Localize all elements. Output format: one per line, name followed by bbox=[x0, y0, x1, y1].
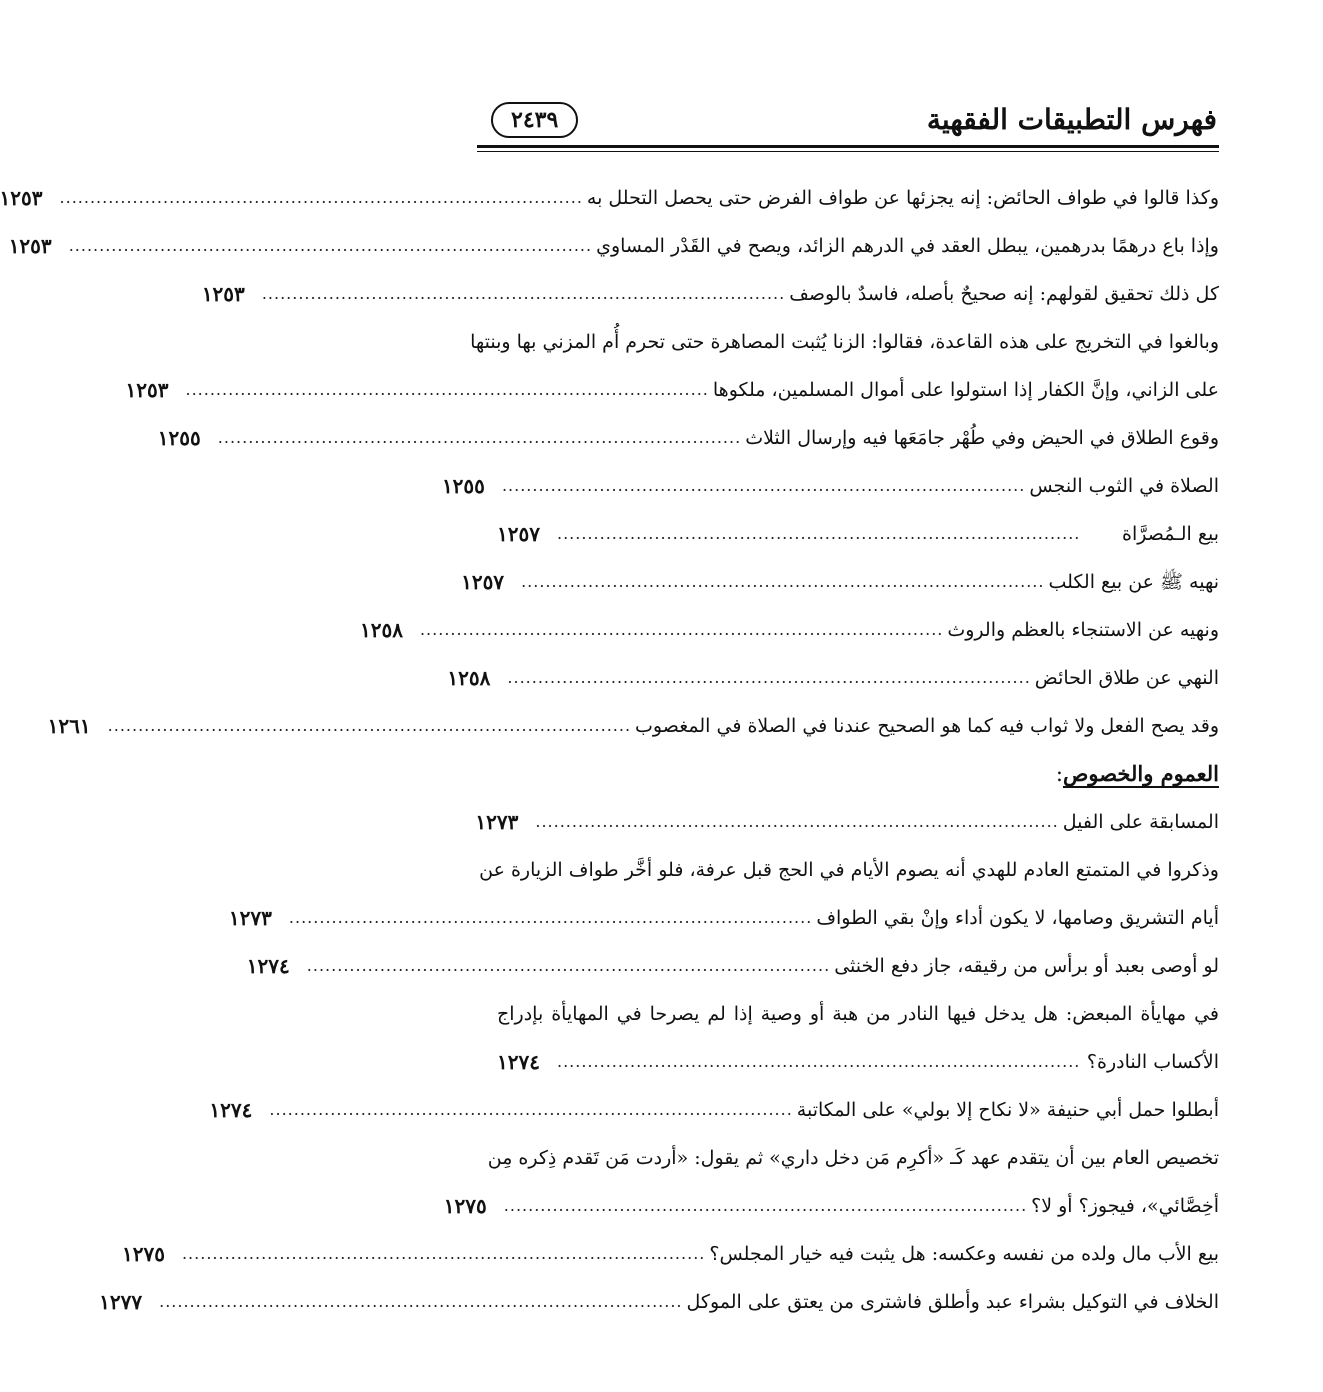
leader-dots: ...................................................................................... bbox=[419, 620, 944, 639]
entry-text: أبطلوا حمل أبي حنيفة «لا نكاح إلا بولي» على المكاتبة bbox=[796, 1099, 1219, 1121]
page-header bbox=[477, 92, 1217, 144]
entry-page: ١٢٥٥ bbox=[157, 426, 201, 450]
index-entry bbox=[246, 942, 1219, 990]
entry-page: ١٢٥٣ bbox=[125, 378, 169, 402]
entry-text: بيع الأب مال ولده من نفسه وعكسه: هل يثبت فيه خيار المجلس؟ bbox=[709, 1243, 1219, 1265]
index-entry bbox=[359, 606, 1219, 654]
entry-page: ١٢٥٣ bbox=[201, 282, 245, 306]
entry-page: ١٢٦١ bbox=[47, 714, 91, 738]
leader-dots: ...................................................................................... bbox=[306, 956, 831, 975]
leader-dots: ...................................................................................... bbox=[535, 812, 1059, 831]
entry-page: ١٢٧٤ bbox=[497, 1050, 540, 1074]
index-list bbox=[0, 174, 1219, 1326]
entry-text: تخصيص العام بين أن يتقدم عهد كَـ «أكرِم مَن دخل داري» ثم يقول: «أردت مَن تَقدم ذِكره مِن bbox=[487, 1147, 1219, 1169]
index-entry bbox=[8, 222, 1219, 270]
leader-dots: ...................................................................................... bbox=[269, 1100, 793, 1119]
index-entry bbox=[475, 798, 1219, 846]
section-heading-text: العموم والخصوص bbox=[1062, 761, 1219, 786]
entry-page: ١٢٧٥ bbox=[443, 1194, 487, 1218]
entry-text: بيع الـمُصرَّاة bbox=[1122, 523, 1219, 545]
entry-text: أخِصَّائي»، فيجوز؟ أو لا؟ bbox=[1031, 1195, 1219, 1217]
leader-dots: ...................................................................................... bbox=[181, 1244, 706, 1263]
entry-page: ١٢٧٥ bbox=[121, 1242, 165, 1266]
index-entry-continued bbox=[470, 318, 1219, 366]
leader-dots: ...................................................................................... bbox=[59, 188, 583, 207]
entry-text: وقد يصح الفعل ولا ثواب فيه كما هو الصحيح عندنا في الصلاة في المغصوب bbox=[635, 715, 1219, 737]
entry-page: ١٢٧٤ bbox=[246, 954, 290, 978]
index-entry-continued bbox=[479, 846, 1219, 894]
entry-text: الخلاف في التوكيل بشراء عبد وأطلق فاشترى من يعتق على الموكل bbox=[686, 1291, 1219, 1313]
entry-text: الصلاة في الثوب النجس bbox=[1029, 475, 1219, 497]
index-entry bbox=[125, 366, 1219, 414]
running-title: فهرس التطبيقات الفقهية bbox=[926, 103, 1217, 136]
index-entry bbox=[201, 270, 1219, 318]
entry-page: ١٢٧٧ bbox=[99, 1290, 143, 1314]
index-entry bbox=[0, 174, 1219, 222]
leader-dots: ...................................................................................... bbox=[68, 236, 593, 255]
index-entry bbox=[497, 1038, 1219, 1086]
entry-page: ١٢٥٣ bbox=[8, 234, 52, 258]
entry-page: ١٢٧٣ bbox=[475, 810, 519, 834]
index-entry bbox=[157, 414, 1219, 462]
entry-text: لو أوصى بعبد أو برأس من رقيقه، جاز دفع الخنثى bbox=[834, 955, 1219, 977]
index-entry bbox=[443, 1182, 1219, 1230]
entry-page: ١٢٥٧ bbox=[461, 570, 505, 594]
entry-page: ١٢٥٨ bbox=[447, 666, 491, 690]
entry-text: المسابقة على الفيل bbox=[1062, 811, 1219, 833]
index-entry bbox=[441, 462, 1219, 510]
leader-dots: ...................................................................................... bbox=[159, 1292, 683, 1311]
leader-dots: ...................................................................................... bbox=[503, 1196, 1028, 1215]
index-entry-continued bbox=[487, 1134, 1219, 1182]
entry-text: نهيه ﷺ عن بيع الكلب bbox=[1048, 571, 1219, 593]
leader-dots: ...................................................................................... bbox=[261, 284, 786, 303]
section-heading bbox=[497, 750, 1219, 798]
index-entry bbox=[121, 1230, 1219, 1278]
index-entry bbox=[47, 702, 1219, 750]
section-heading-colon: : bbox=[1055, 762, 1063, 786]
entry-page: ١٢٧٤ bbox=[209, 1098, 253, 1122]
entry-text: وبالغوا في التخريج على هذه القاعدة، فقالوا: الزنا يُثبت المصاهرة حتى تحرم أُم المزني بها وبنتها bbox=[470, 331, 1219, 353]
entry-page: ١٢٥٨ bbox=[359, 618, 403, 642]
entry-page: ١٢٥٧ bbox=[497, 522, 540, 546]
index-entry bbox=[209, 1086, 1219, 1134]
entry-text: وقوع الطلاق في الحيض وفي طُهْر جامَعَها فيه وإرسال الثلاث bbox=[745, 427, 1219, 449]
entry-text: وإذا باع درهمًا بدرهمين، يبطل العقد في الدرهم الزائد، ويصح في القَدْر المساوي bbox=[596, 235, 1219, 257]
leader-dots: ...................................................................................... bbox=[185, 380, 709, 399]
entry-text: في مهايأة المبعض: هل يدخل فيها النادر من هبة أو وصية إذا لم يصرحا في المهايأة بإدراج bbox=[497, 1003, 1219, 1025]
index-entry bbox=[99, 1278, 1219, 1326]
entry-text: على الزاني، وإنَّ الكفار إذا استولوا على أموال المسلمين، ملكوها bbox=[712, 379, 1219, 401]
leader-dots: ...................................................................................... bbox=[557, 524, 1081, 543]
leader-dots: ...................................................................................... bbox=[217, 428, 742, 447]
header-rule-thin bbox=[477, 151, 1219, 152]
leader-dots: ...................................................................................... bbox=[107, 716, 632, 735]
entry-text: أيام التشريق وصامها، لا يكون أداء وإنْ بقي الطواف bbox=[816, 907, 1219, 929]
entry-text: ونهيه عن الاستنجاء بالعظم والروث bbox=[947, 619, 1219, 641]
leader-dots: ...................................................................................... bbox=[501, 476, 1026, 495]
index-entry bbox=[497, 510, 1219, 558]
index-entry bbox=[228, 894, 1219, 942]
entry-text: النهي عن طلاق الحائض bbox=[1034, 667, 1219, 689]
entry-text: الأكساب النادرة؟ bbox=[1086, 1051, 1219, 1073]
entry-text: وكذا قالوا في طواف الحائض: إنه يجزئها عن طواف الفرض حتى يحصل التحلل به bbox=[586, 187, 1219, 209]
index-entry-continued bbox=[497, 990, 1219, 1038]
entry-page: ١٢٥٥ bbox=[441, 474, 485, 498]
leader-dots: ...................................................................................... bbox=[521, 572, 1045, 591]
leader-dots: ...................................................................................... bbox=[507, 668, 1031, 687]
entry-text: كل ذلك تحقيق لقولهم: إنه صحيحٌ بأصله، فاسدٌ بالوصف bbox=[789, 283, 1219, 305]
entry-page: ١٢٥٣ bbox=[0, 186, 43, 210]
index-entry bbox=[461, 558, 1219, 606]
header-rule-thick bbox=[477, 145, 1219, 148]
leader-dots: ...................................................................................... bbox=[557, 1052, 1081, 1071]
entry-page: ١٢٧٣ bbox=[228, 906, 272, 930]
leader-dots: ...................................................................................... bbox=[288, 908, 813, 927]
entry-text: وذكروا في المتمتع العادم للهدي أنه يصوم الأيام في الحج قبل عرفة، فلو أخَّر طواف الزيارة عن bbox=[479, 859, 1219, 881]
index-entry bbox=[447, 654, 1219, 702]
page-number: ٢٤٣٩ bbox=[491, 102, 578, 138]
